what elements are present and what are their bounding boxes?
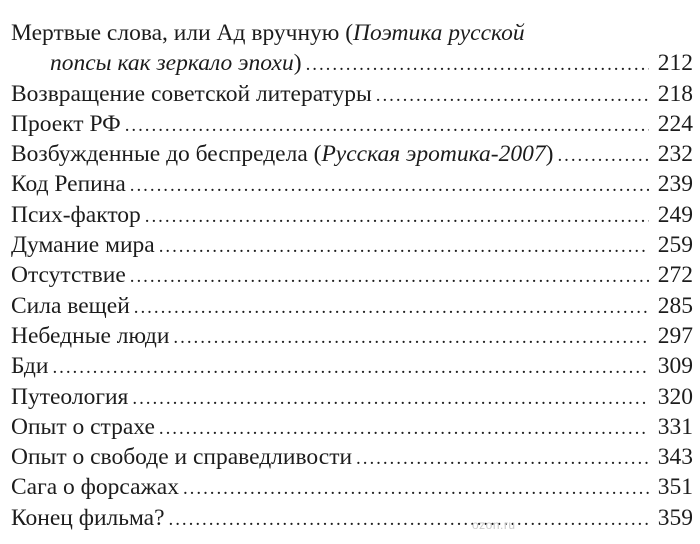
toc-entry-title: Бди: [11, 353, 49, 380]
toc-entry-title-text: Мертвые слова, или Ад вручную (: [11, 20, 354, 46]
toc-entry: [11, 109, 693, 139]
toc-entry: [11, 139, 693, 169]
toc-entry: [11, 169, 693, 199]
toc-entry-title: Думание мира: [11, 232, 155, 259]
toc-entry-title-continued: [50, 48, 302, 78]
toc-entry-title: Сага о форсажах: [11, 474, 179, 501]
dot-leader: [173, 323, 649, 353]
dot-leader: [376, 81, 649, 111]
table-of-contents: [11, 18, 693, 533]
toc-entry-title: Путеология: [11, 383, 129, 410]
toc-entry: [11, 503, 693, 533]
toc-entry: [11, 291, 693, 321]
toc-entry-page: 232: [657, 141, 693, 168]
toc-entry-page: 320: [657, 383, 693, 410]
toc-entry-title: Проект РФ: [11, 110, 121, 137]
toc-entry-title: Возвращение советской литературы: [11, 80, 372, 107]
toc-entry-title: [11, 18, 525, 48]
dot-leader: [306, 50, 649, 80]
dot-leader: [557, 141, 649, 171]
toc-entry: [11, 351, 693, 381]
toc-entry-line: [11, 18, 693, 48]
dot-leader: [356, 444, 649, 474]
toc-entry-title: [11, 139, 553, 169]
dot-leader: [159, 414, 649, 444]
toc-entry-page: 259: [657, 232, 693, 259]
toc-entry-title: Псих-фактор: [11, 201, 141, 228]
toc-entry-page: 224: [657, 110, 693, 137]
toc-entry-paren: ): [545, 141, 554, 168]
toc-entry: [11, 230, 693, 260]
toc-entry-title: Опыт о свободе и справедливости: [11, 444, 353, 471]
toc-entry-page: 359: [657, 504, 693, 531]
dot-leader: [125, 111, 649, 141]
toc-entry-subtitle: Русская эротика-2007: [321, 141, 546, 168]
toc-entry-page: 239: [657, 171, 693, 198]
toc-entry-title: Отсутствие: [11, 262, 126, 289]
toc-entry-page: 309: [657, 353, 693, 380]
toc-entry-page: 218: [657, 80, 693, 107]
toc-entry-title: Код Репина: [11, 171, 126, 198]
toc-entry-page: 212: [657, 50, 693, 77]
toc-entry-title-text: Возбужденные до беспредела (: [11, 141, 322, 168]
toc-entry-title: Опыт о страхе: [11, 413, 155, 440]
toc-entry: [11, 321, 693, 351]
toc-entry-title: Конец фильма?: [11, 504, 165, 531]
toc-entry-page: 331: [657, 413, 693, 440]
toc-entry-page: 249: [657, 201, 693, 228]
toc-entry-page: 343: [657, 444, 693, 471]
dot-leader: [169, 505, 649, 535]
toc-entry: [11, 472, 693, 502]
dot-leader: [183, 474, 649, 504]
dot-leader: [134, 293, 649, 323]
dot-leader: [130, 171, 649, 201]
toc-entry: [11, 200, 693, 230]
toc-entry-page: 285: [657, 292, 693, 319]
toc-entry: [11, 260, 693, 290]
toc-entry-page: 272: [657, 262, 693, 289]
toc-entry-title: Сила вещей: [11, 292, 130, 319]
dot-leader: [130, 262, 649, 292]
toc-entry-subtitle: попсы как зеркало эпохи: [50, 50, 294, 77]
toc-entry: [11, 79, 693, 109]
toc-entry: [11, 382, 693, 412]
toc-entry-page: 351: [657, 474, 693, 501]
dot-leader: [52, 353, 649, 383]
dot-leader: [159, 232, 649, 262]
toc-entry: [11, 412, 693, 442]
toc-entry-paren: ): [293, 50, 302, 77]
toc-entry-title: Небедные люди: [11, 322, 170, 349]
toc-entry-subtitle: Поэтика русской: [353, 20, 525, 46]
toc-entry-line-continued: [11, 48, 693, 78]
toc-entry-page: 297: [657, 322, 693, 349]
watermark: ozon.ru: [472, 518, 516, 532]
toc-entry: [11, 442, 693, 472]
dot-leader: [145, 202, 649, 232]
dot-leader: [132, 384, 649, 414]
